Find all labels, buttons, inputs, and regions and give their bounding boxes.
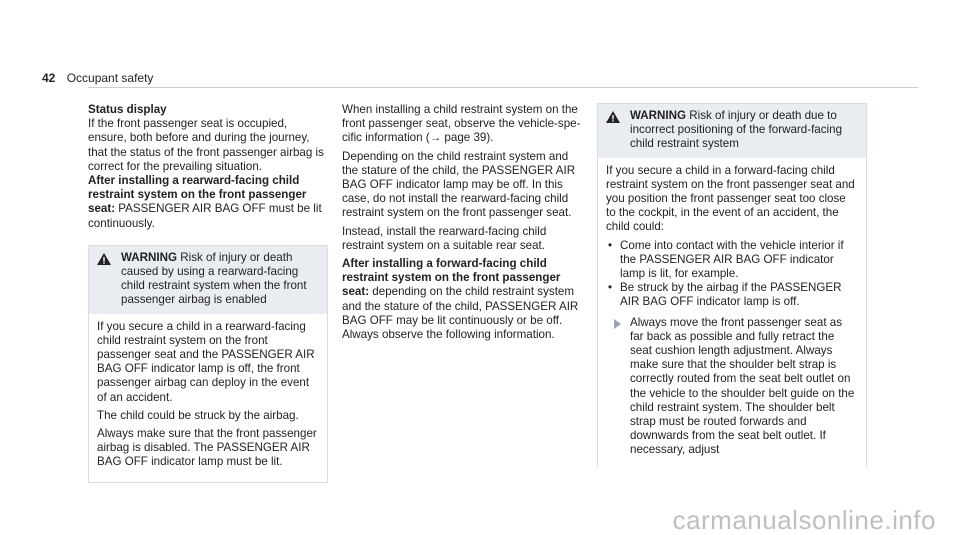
stature-note: Depending on the child restraint system and the stature of the child, the PASSENGER AIR BAG OFF indicator lamp may be off. In this case, do not install the rearward-facing child restraint system on the front passenger seat. (342, 149, 576, 220)
list-item: • Come into contact with the vehicle interior if the PASSENGER AIR BAG OFF indicator lamp is lit, for example. (606, 239, 858, 282)
step-arrow-icon (614, 319, 621, 329)
warning-paragraph: If you secure a child in a rearward-facing child restraint system on the front passenger seat and the PASSENGER AIR BAG OFF indicator lamp is off, the front passenger airbag can deploy in the event of an accident. (97, 319, 315, 404)
status-display-heading: Status display (88, 103, 167, 116)
warning-box-forward (597, 103, 867, 466)
warning-paragraph: The child could be struck by the airbag. (97, 408, 299, 422)
warning-headline: Risk of injury or death caused by using a rearward-facing child restraint system when the front passenger airbag is enabled (121, 250, 307, 307)
rearward-subhead: After installing a rearward-facing child restraint system on the front passenger seat: (88, 174, 307, 216)
forward-instruction (342, 257, 582, 342)
forward-subhead-text: depending on the child restraint system and the stature of the child, PASSENGER AIR BAG OFF may be lit continuously or be off. Always observe the following information. (342, 285, 579, 342)
warning-triangle-icon (606, 111, 620, 127)
rear-seat-note: Instead, install the rearward-facing child restraint system on a suitable rear seat. (342, 224, 547, 252)
column-2 (342, 103, 582, 342)
vehicle-specific-info: When installing a child restraint system on the front passenger seat, observe the vehicle-specific information (→ page 39). (342, 103, 581, 145)
page-header (42, 71, 153, 85)
column-3 (597, 103, 867, 466)
rearward-subhead-text: PASSENGER AIR BAG OFF must be lit continuously. (88, 202, 322, 230)
warning-box-rearward (88, 245, 328, 483)
instruction-step (606, 316, 858, 458)
watermark: carmanualsonline.info (672, 504, 936, 535)
step-text: Always move the front passenger seat as far back as possible and fully retract the seat cushion length adjustment. Always make sure that the shoulder belt strap is correctly routed from the seat belt outlet on the vehicle to the shoulder belt guide on the child restraint system. The shoulder belt strap must be routed forwards and downwards from the seat belt outlet. If necessary, adjust (630, 315, 855, 457)
warning-paragraph: Always make sure that the front passenger airbag is disabled. The PASSENGER AIR BAG OFF indicator lamp must be lit. (97, 427, 317, 469)
header-divider (88, 87, 918, 88)
section-title: Occupant safety (66, 71, 154, 85)
page-number: 42 (42, 71, 56, 85)
warning-header (89, 246, 327, 314)
status-display-intro: If the front passenger seat is occupied, ensure, both before and during the journey, that the status of the front passenger airbag is correct for the prevailing situation. (88, 117, 324, 173)
consequence-list (606, 239, 858, 310)
warning-header (598, 104, 866, 158)
column-1 (88, 103, 328, 483)
warning-label: WARNING (630, 109, 687, 122)
warning-body (598, 158, 866, 466)
warning-intro: If you secure a child in a forward-facing child restraint system on the front passenger seat and you position the front passenger seat too close to the cockpit, in the event of an accident, the child could: (606, 163, 855, 234)
warning-headline: Risk of injury or death due to incorrect positioning of the forward-facing child restraint system (630, 109, 843, 151)
warning-body (89, 314, 327, 482)
rearward-instruction (88, 174, 328, 231)
forward-subhead: After installing a forward-facing child restraint system on the front passenger seat: (342, 257, 561, 299)
warning-label: WARNING (121, 250, 178, 264)
warning-triangle-icon (97, 253, 111, 269)
list-item: • Be struck by the airbag if the PASSENGER AIR BAG OFF indicator lamp is off. (606, 281, 858, 309)
